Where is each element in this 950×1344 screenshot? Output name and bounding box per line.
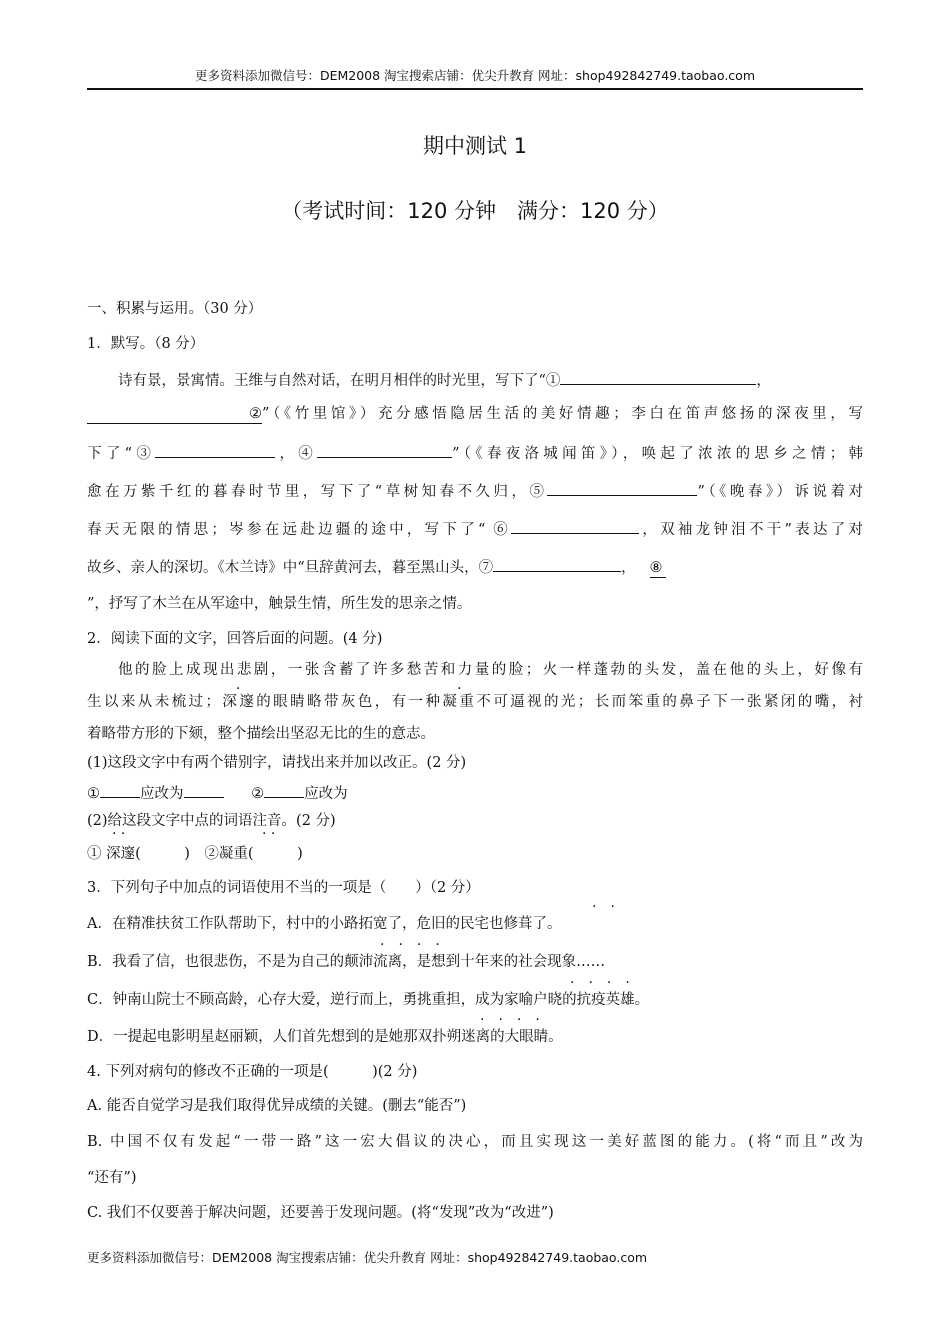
exam-info: （考试时间：120 分钟 满分：120 分）: [281, 199, 669, 223]
emphasis-dots: · ·: [592, 899, 615, 915]
blank-1[interactable]: [560, 367, 756, 385]
q2-sub1-answers: ① 应改为 ② 应改为: [87, 780, 348, 803]
q2-sub2: (2)给这段文字中点的词语注音。(2 分): [87, 813, 336, 829]
blank-4[interactable]: [317, 440, 452, 458]
emphasis-dots: · · · ·: [480, 1012, 540, 1028]
q1-line-5: 春天无限的情思；岑参在远赴边疆的途中，写下了“ ⑥ ，双袖龙钟泪不干”表达了对: [87, 516, 863, 539]
q3-heading: 3．下列句子中加点的词语使用不当的一项是（ ）（2 分）: [87, 880, 480, 896]
q1-line-2: ②”（《竹里馆》）充分感悟隐居生活的美好情趣；李白在笛声悠扬的深夜里，写: [87, 402, 863, 424]
emphasis-dots: · · · ·: [380, 937, 440, 953]
blank-2[interactable]: ②: [87, 406, 262, 424]
fix-blank-1[interactable]: [184, 780, 224, 798]
section-heading: 一、积累与运用。（30 分）: [87, 301, 263, 317]
q4-option-b-cont: “还有”): [87, 1170, 137, 1186]
q3-option-b: B．我看了信，也很悲伤，不是为自己的颠沛流离，是想到十年来的社会现象……: [87, 954, 606, 970]
emphasis-dots: · · · ·: [570, 975, 630, 991]
page-footer: 更多资料添加微信号：DEM2008 淘宝搜索店铺：优尖升教育 网址：shop492842749.taobao.com: [87, 1250, 648, 1265]
q1-line-7: ”，抒写了木兰在从军途中，触景生情，所生发的思亲之情。: [87, 596, 472, 612]
dotted-word-ningzhong: 凝重: [442, 694, 477, 710]
emphasis-dots: · ·: [262, 826, 276, 842]
q1-line-1: 诗有景，景寓情。王维与自然对话，在明月相伴的时光里，写下了“① ，: [118, 367, 771, 390]
blank-5[interactable]: [547, 478, 697, 496]
q2-passage-3: 着略带方形的下颏，整个描绘出坚忍无比的生的意志。: [87, 726, 435, 742]
blank-7[interactable]: [493, 554, 621, 572]
q1-line-6: 故乡、亲人的深切。《木兰诗》中“旦辞黄河去，暮至黑山头，⑦ ， ⑧: [87, 554, 666, 578]
q3-option-a: A．在精准扶贫工作队帮助下，村中的小路拓宽了，危旧的民宅也修葺了。: [87, 916, 562, 932]
q1-heading: 1．默写。（8 分）: [87, 336, 205, 352]
dotted-word-shensui: 深邃: [219, 694, 257, 710]
blank-3[interactable]: [155, 440, 275, 458]
typo-blank-2[interactable]: [264, 780, 304, 798]
q2-passage-2: 生以来从未梳过；深邃的眼睛略带灰色，有一种凝重不可逼视的光；长而笨重的鼻子下一张紧闭的嘴，衬: [87, 694, 864, 710]
emphasis-dots: · ·: [112, 826, 126, 842]
q4-option-a: A. 能否自觉学习是我们取得优异成绩的关键。(删去“能否”): [87, 1098, 467, 1114]
blank-8[interactable]: ⑧: [650, 560, 666, 578]
page-header: 更多资料添加微信号：DEM2008 淘宝搜索店铺：优尖升教育 网址：shop492842749.taobao.com: [87, 66, 863, 90]
q3-option-c: C．钟南山院士不顾高龄，心存大爱，逆行而上，勇挑重担，成为家喻户晓的抗疫英雄。: [87, 992, 650, 1008]
blank-6[interactable]: [511, 516, 639, 534]
q2-passage-1: 他的脸上成现出悲剧，一张含蓄了许多愁苦和力量的脸；火一样蓬勃的头发，盖在他的头上，好像有: [118, 662, 863, 678]
q3-option-d: D．一提起电影明星赵丽颖，人们首先想到的是她那双扑朔迷离的大眼睛。: [87, 1029, 563, 1045]
q4-option-b: B. 中国不仅有发起“一带一路”这一宏大倡议的决心，而且实现这一美好蓝图的能力。(将“而且”改为: [87, 1134, 863, 1150]
typo-blank-1[interactable]: [100, 780, 140, 798]
page-title: 期中测试 1: [422, 134, 528, 158]
q2-heading: 2．阅读下面的文字，回答后面的问题。(4 分): [87, 631, 383, 647]
q2-sub2-answers: ① 深邃( ) ②凝重( ): [87, 846, 303, 862]
q4-option-c: C. 我们不仅要善于解决问题，还要善于发现问题。(将“发现”改为“改进”): [87, 1205, 554, 1221]
q1-line-3: 下了“③ ，④ ”（《春夜洛城闻笛》），唤起了浓浓的思乡之情；韩: [87, 440, 863, 463]
q1-line-4: 愈在万紫千红的暮春时节里，写下了“草树知春不久归，⑤ ”（《晚春》）诉说着对: [87, 478, 863, 501]
q2-sub1: (1)这段文字中有两个错别字，请找出来并加以改正。(2 分): [87, 755, 467, 771]
q4-heading: 4. 下列对病句的修改不正确的一项是( )(2 分): [87, 1064, 418, 1080]
